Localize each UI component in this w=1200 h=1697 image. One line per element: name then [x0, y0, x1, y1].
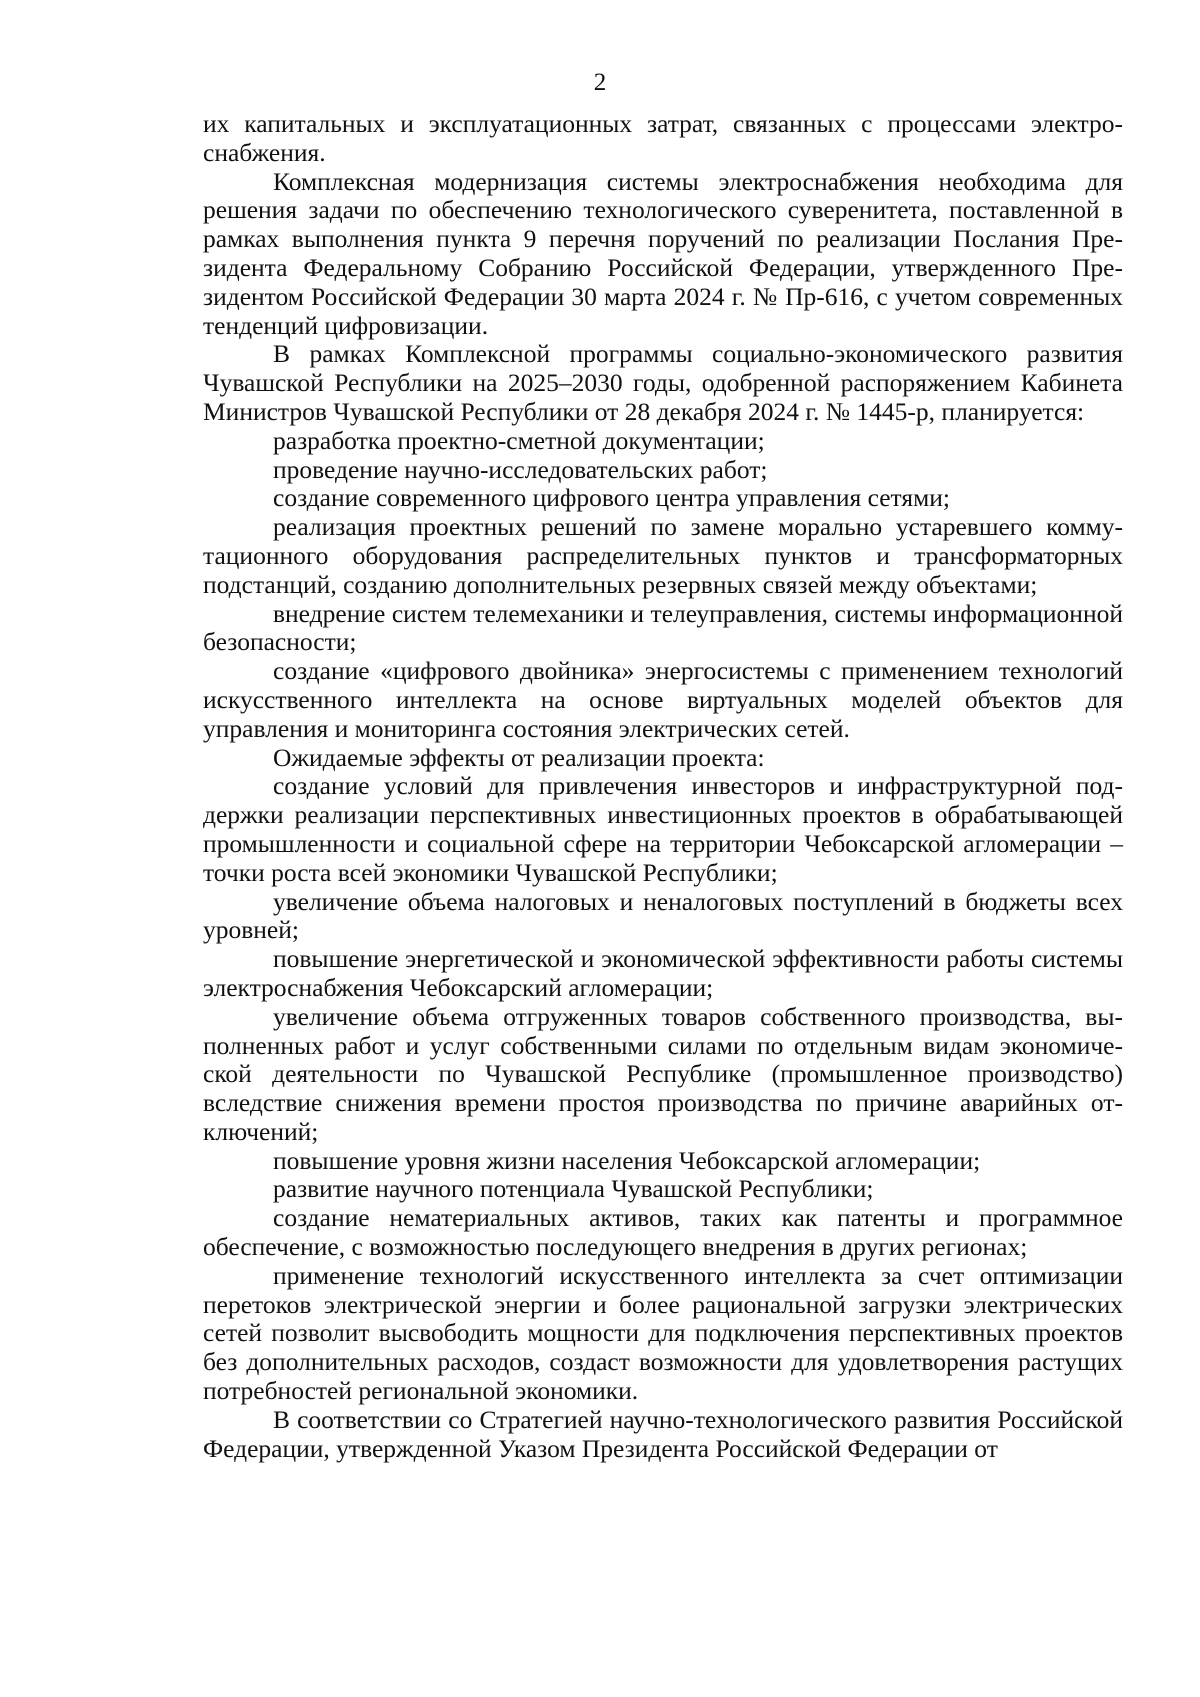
- list-item-effect-7: создание нематериальных активов, таких как патенты и программное обеспечение, с возможностью последующего внедрения в других регионах;: [203, 1203, 1123, 1262]
- list-item-effect-3: повышение энергетической и экономической эффективности работы системы электроснабжения Чебоксарский агломерации;: [203, 944, 1123, 1002]
- paragraph-continuation: их капитальных и эксплуатационных затрат, связанных с процессами электроснабжения.: [203, 109, 1123, 167]
- list-item-effect-8: применение технологий искусственного интеллекта за счет оптимизации перетоков электрической энергии и более рациональной загрузки электрических сетей позволит высвободить мощности для подключения перспективных проектов без дополнительных расходов, создаст возможности для удовлетворения растущих потребностей региональной экономики.: [203, 1260, 1123, 1406]
- list-item-planned-4: реализация проектных решений по замене морально устаревшего коммутационного оборудования распределительных пунктов и трансформаторных подстанций, созданию дополнительных резервных связей между объектами;: [203, 512, 1123, 599]
- list-item-planned-6: создание «цифрового двойника» энергосистемы с применением технологий искусственного интеллекта на основе виртуальных моделей объектов для управления и мониторинга состояния электрических сетей.: [203, 656, 1123, 743]
- paragraph-strategy: В соответствии со Стратегией научно-технологического развития Российской Федерации, утвержденной Указом Президента Российской Федерации от: [203, 1404, 1123, 1463]
- paragraph-expected-effects: Ожидаемые эффекты от реализации проекта:: [273, 742, 765, 772]
- list-item-planned-1: разработка проектно-сметной документации;: [273, 425, 765, 455]
- list-item-planned-3: создание современного цифрового центра управления сетями;: [273, 483, 950, 513]
- list-item-effect-5: повышение уровня жизни населения Чебоксарской агломерации;: [273, 1145, 981, 1175]
- list-item-effect-2: увеличение объема налоговых и неналоговых поступлений в бюджеты всех уровней;: [203, 886, 1123, 945]
- paragraph-program: В рамках Комплексной программы социально-экономического развития Чувашской Республики на 2025–2030 годы, одобренной распоряжением Кабинета Министров Чувашской Республики от 28 декабря 2024 г. № 1445-р, планируется:: [203, 339, 1123, 426]
- page-number: 2: [593, 69, 607, 96]
- list-item-effect-4: увеличение объема отгруженных товаров собственного производства, выполненных работ и услуг собственными силами по отдельным видам экономической деятельности по Чувашской Республике (промышленное производство) вследствие снижения времени простоя производства по причине аварийных отключений;: [203, 1001, 1123, 1146]
- document-body: [203, 110, 1123, 1463]
- list-item-planned-2: проведение научно-исследовательских работ;: [273, 454, 768, 484]
- list-item-planned-5: внедрение систем телемеханики и телеуправления, системы информационной безопасности;: [203, 598, 1123, 657]
- paragraph-modernization: Комплексная модернизация системы электроснабжения необходима для решения задачи по обеспечению технологического суверенитета, поставленной в рамках выполнения пункта 9 перечня поручений по реализации Послания Президента Федеральному Собранию Российской Федерации, утвержденного Президентом Российской Федерации 30 марта 2024 г. № Пр-616, с учетом современных тенденций цифровизации.: [203, 166, 1123, 340]
- list-item-effect-6: развитие научного потенциала Чувашской Республики;: [273, 1174, 874, 1204]
- list-item-effect-1: создание условий для привлечения инвесторов и инфраструктурной поддержки реализации перспективных инвестиционных проектов в обрабатывающей промышленности и социальной сфере на территории Чебоксарской агломерации – точки роста всей экономики Чувашской Республики;: [203, 771, 1123, 887]
